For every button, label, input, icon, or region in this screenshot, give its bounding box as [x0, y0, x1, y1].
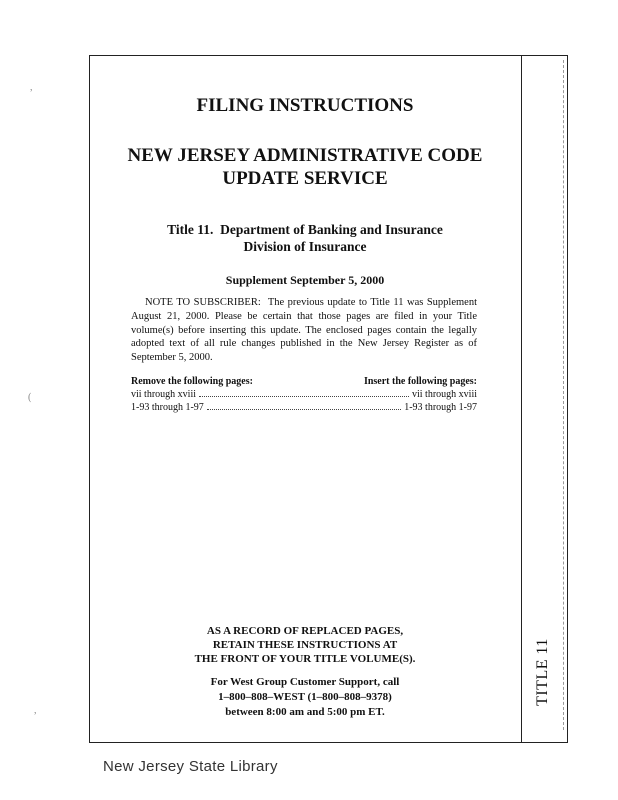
note-body: The previous update to Title 11 was Supplement August 21, 2000. Please be certain that those pages are filed in your Title volume(s) before inserting this update. The enclosed pages contain the legally adopted text of all rule changes published in the New Jersey Register as of September 5, 2000.: [131, 297, 478, 364]
remove-pages: 1-93 through 1-97: [131, 402, 204, 413]
table-row: [131, 401, 477, 414]
title-subject-line: Division of Insurance: [243, 239, 367, 254]
library-stamp: New Jersey State Library: [103, 758, 278, 775]
scan-speck: ,: [34, 705, 37, 716]
remove-header: Remove the following pages:: [131, 376, 253, 387]
title-tab-label: TITLE 11: [534, 638, 551, 706]
page-title: FILING INSTRUCTIONS: [196, 95, 414, 116]
supplement-date: Supplement September 5, 2000: [225, 273, 385, 287]
note-lead: NOTE TO SUBSCRIBER:: [145, 297, 261, 308]
code-title: [89, 144, 521, 190]
table-header: [131, 375, 477, 388]
insert-header: Insert the following pages:: [363, 376, 477, 387]
table-row: [131, 388, 477, 401]
dot-leader: [207, 409, 401, 410]
record-line: RETAIN THESE INSTRUCTIONS AT: [212, 639, 398, 651]
remove-pages: vii through xviii: [131, 389, 196, 400]
insert-pages: vii through xviii: [412, 389, 477, 400]
insert-pages: 1-93 through 1-97: [404, 402, 477, 413]
code-title-line: UPDATE SERVICE: [222, 168, 388, 189]
page-replacement-table: [131, 375, 477, 414]
record-line: AS A RECORD OF REPLACED PAGES,: [206, 625, 404, 637]
record-line: THE FRONT OF YOUR TITLE VOLUME(S).: [194, 653, 416, 665]
title-subject: [89, 221, 521, 255]
code-title-line: NEW JERSEY ADMINISTRATIVE CODE: [127, 145, 483, 166]
support-hours: between 8:00 am and 5:00 pm ET.: [225, 706, 385, 718]
title-subject-line: Title 11. Department of Banking and Insurance: [167, 222, 443, 237]
customer-support: [89, 675, 521, 720]
support-phone: 1–800–808–WEST (1–800–808–9378): [218, 691, 392, 703]
support-line: For West Group Customer Support, call: [210, 676, 400, 688]
dot-leader: [199, 396, 409, 397]
scan-speck: ,: [30, 82, 33, 93]
subscriber-note: [131, 296, 477, 365]
record-notice: [89, 624, 521, 666]
scan-speck: (: [28, 392, 32, 403]
edge-ticks: [563, 60, 564, 730]
tab-divider: [521, 55, 522, 743]
